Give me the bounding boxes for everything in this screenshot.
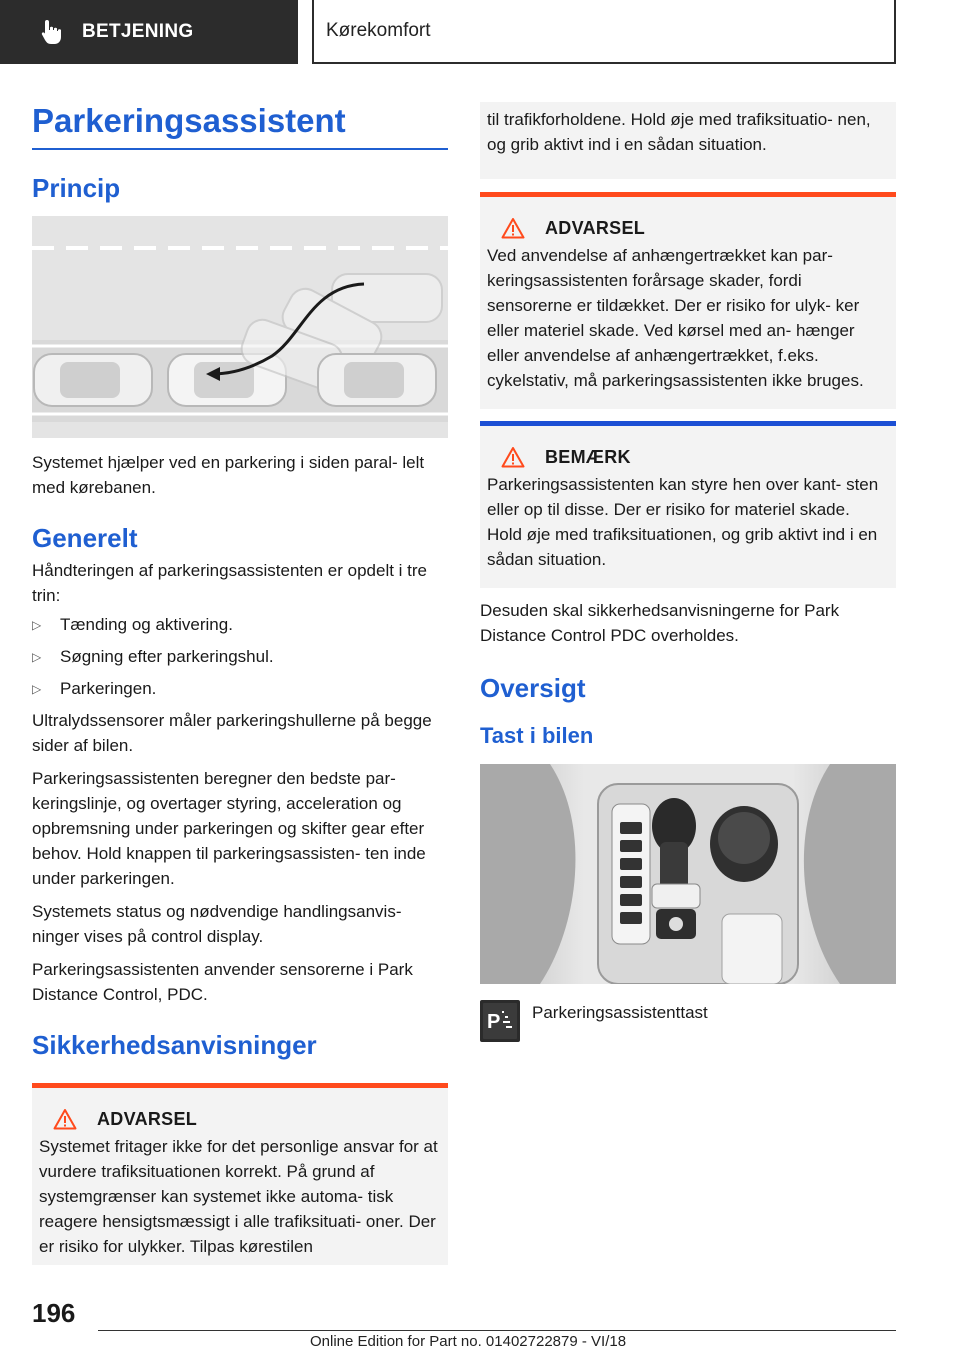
- parked-car-right: [318, 354, 436, 406]
- generelt-p1: Ultralydssensorer måler parkeringshullerne på begge sider af bilen.: [32, 711, 432, 755]
- warning-title-row: [53, 1108, 440, 1130]
- heading-sikkerhed: Sikkerhedsanvisninger: [32, 1030, 317, 1060]
- pdc-text: Desuden skal sikkerhedsanvisningerne for Park Distance Control PDC overholdes.: [480, 601, 840, 645]
- note-title: BEMÆRK: [545, 446, 631, 467]
- chapter-title: Kørekomfort: [326, 20, 431, 41]
- warning-triangle-icon: [501, 217, 525, 239]
- button-legend-label: Parkeringsassistenttast: [532, 1003, 708, 1022]
- warning-box-1: [32, 1083, 448, 1265]
- generelt-p3: Systemets status og nødvendige handlingsanvis‐ ninger vises på control display.: [32, 902, 402, 946]
- list-item: ▷ Parkeringen.: [32, 676, 448, 702]
- heading-princip: Princip: [32, 173, 121, 203]
- page-number: 196: [32, 1298, 76, 1328]
- steps-list: [32, 612, 448, 702]
- parking-diagram: [32, 216, 448, 438]
- center-console-illustration: [480, 764, 896, 984]
- note-text: Parkeringsassistenten kan styre hen over kant‐ sten eller op til disse. Der er risiko for materiel skade. Hold øje med trafiksituationen, og grib aktivt ind i en sådan situation.: [487, 475, 879, 569]
- bullet-triangle-icon: ▷: [32, 618, 42, 632]
- warning-title-row: [501, 217, 888, 239]
- center-console-photo: [480, 764, 896, 984]
- heading-tast: Tast i bilen: [480, 723, 594, 748]
- warning-title: ADVARSEL: [97, 1108, 198, 1129]
- footer-edition: Online Edition for Part no. 01402722879 - VI/18: [310, 1333, 627, 1350]
- warning-box-2: [480, 192, 896, 409]
- list-item: ▷ Tænding og aktivering.: [32, 612, 448, 638]
- warning-text: Systemet fritager ikke for det personlige ansvar for at vurdere trafiksituationen korrekt. På grund af systemgrænser kan systemet ikke automa‐ tisk reagere hensigtsmæssigt i alle trafiksituati‐ oner. Der er risiko for ulykker. Tilpas kørestilen: [39, 1137, 438, 1256]
- right-column: [480, 102, 896, 1042]
- svg-text:P: P: [487, 1011, 501, 1033]
- note-triangle-icon: [501, 446, 525, 468]
- page-title: Parkeringsassistent: [32, 100, 448, 150]
- section-tab: [0, 0, 298, 64]
- chapter-header: [312, 0, 896, 64]
- footer-divider: [98, 1330, 896, 1331]
- generelt-p2: Parkeringsassistenten beregner den bedste par‐ keringslinje, og overtager styring, acceleration og opbremsning under parkeringen og skifter gear efter behov. Hold knappen til parkeringsassisten‐ ten inde under parkeringen.: [32, 769, 426, 888]
- warning-title: ADVARSEL: [545, 217, 646, 238]
- warning-box-1-continued: [480, 102, 896, 179]
- left-column: [32, 100, 448, 1265]
- list-item: ▷ Søgning efter parkeringshul.: [32, 644, 448, 670]
- parked-car-left: [34, 354, 152, 406]
- parking-assistant-button-icon: [480, 1000, 520, 1042]
- warning-triangle-icon: [53, 1108, 77, 1130]
- note-title-row: [501, 446, 888, 468]
- hand-pointer-icon: [40, 19, 64, 45]
- generelt-p4: Parkeringsassistenten anvender sensorerne i Park Distance Control, PDC.: [32, 960, 413, 1004]
- bullet-triangle-icon: ▷: [32, 650, 42, 664]
- generelt-intro: Håndteringen af parkeringsassistenten er opdelt i tre trin:: [32, 561, 428, 605]
- button-legend: [480, 1000, 896, 1042]
- heading-oversigt: Oversigt: [480, 673, 586, 703]
- warning-text: Ved anvendelse af anhængertrækket kan par‐ keringsassistenten forårsage skader, fordi sensorerne er tildækket. Der er risiko for ulyk‐ ker eller materiel skade. Ved kørsel med an‐ hænger eller anvendelse af anhængertrækket, f.eks. cykelstativ, må parkeringsassistenten ikke bruges.: [487, 246, 864, 390]
- bullet-triangle-icon: ▷: [32, 682, 42, 696]
- princip-caption: Systemet hjælper ved en parkering i siden paral‐ lelt med kørebanen.: [32, 453, 425, 497]
- warning-text-continued: til trafikforholdene. Hold øje med trafiksituatio‐ nen, og grib aktivt ind i en sådan situation.: [487, 110, 871, 154]
- note-box: [480, 421, 896, 588]
- heading-generelt: Generelt: [32, 523, 138, 553]
- section-title: BETJENING: [82, 21, 194, 42]
- parking-diagram-illustration: [32, 216, 448, 438]
